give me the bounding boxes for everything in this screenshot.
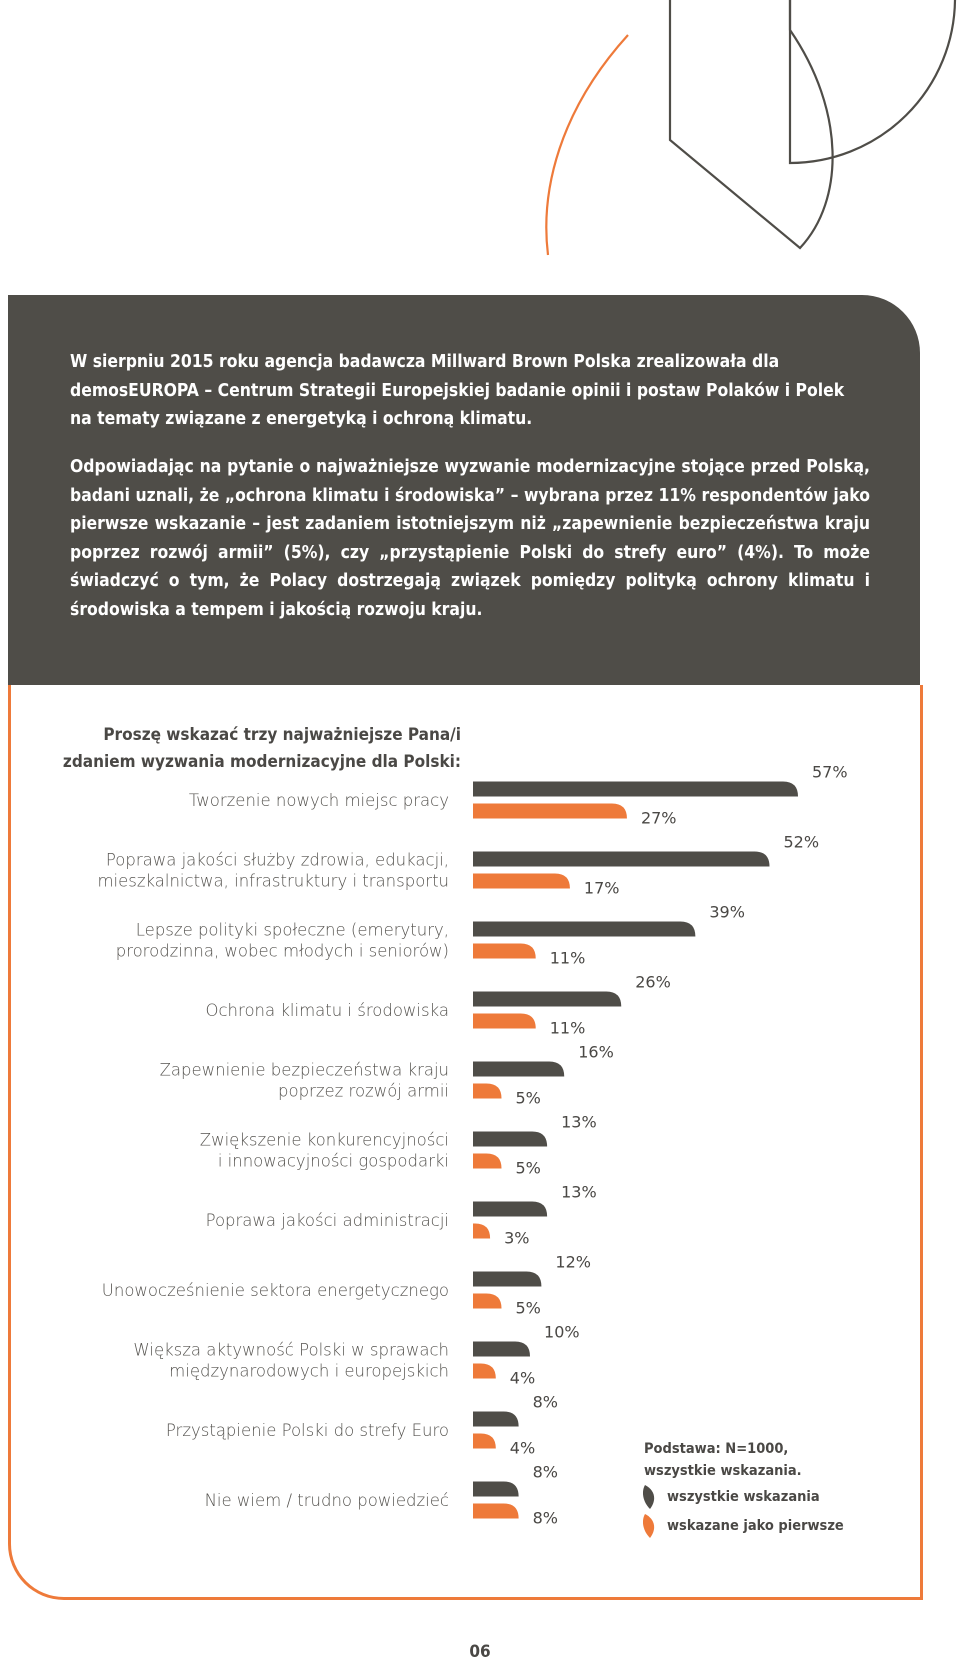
bar-all-mentions bbox=[473, 1132, 547, 1147]
bar-all-mentions bbox=[473, 1412, 519, 1427]
intro-panel bbox=[8, 295, 920, 685]
circle-outline bbox=[790, 0, 955, 163]
category-label: Lepsze polityki społeczne (emerytury, bbox=[135, 920, 449, 940]
bar-all-mentions bbox=[473, 1202, 547, 1217]
chart-frame bbox=[8, 685, 923, 1600]
bar-first-mention bbox=[473, 1434, 496, 1449]
value-label-all: 13% bbox=[561, 1182, 597, 1202]
category-label: Przystąpienie Polski do strefy Euro bbox=[165, 1421, 449, 1440]
category-label: Tworzenie nowych miejsc pracy bbox=[188, 791, 449, 810]
decorative-outline-shapes bbox=[0, 0, 960, 260]
bar-first-mention bbox=[473, 1014, 536, 1029]
value-label-all: 8% bbox=[532, 1392, 559, 1412]
category-label: Nie wiem / trudno powiedzieć bbox=[204, 1491, 449, 1510]
category-label: Poprawa jakości służby zdrowia, edukacji, bbox=[105, 850, 449, 870]
bar-first-mention bbox=[473, 1294, 502, 1309]
value-label-first: 17% bbox=[583, 878, 620, 898]
category-label: poprzez rozwój armii bbox=[278, 1081, 449, 1101]
category-label: i innowacyjności gospodarki bbox=[217, 1151, 449, 1171]
value-label-first: 11% bbox=[549, 1018, 586, 1038]
legend-item-first bbox=[643, 1514, 844, 1538]
value-label-first: 27% bbox=[640, 808, 677, 828]
bar-all-mentions bbox=[473, 992, 621, 1007]
bar-first-mention bbox=[473, 1504, 519, 1519]
bar-all-mentions bbox=[473, 922, 695, 937]
category-label: Poprawa jakości administracji bbox=[205, 1211, 449, 1230]
bar-first-mention bbox=[473, 804, 627, 819]
value-label-first: 5% bbox=[515, 1088, 541, 1108]
page-number: 06 bbox=[469, 1642, 491, 1662]
orange-arc-outline bbox=[546, 35, 628, 255]
value-label-all: 13% bbox=[561, 1112, 597, 1132]
bar-all-mentions bbox=[473, 1342, 530, 1357]
category-label: Zwiększenie konkurencyjności bbox=[199, 1130, 449, 1150]
value-label-all: 12% bbox=[555, 1252, 591, 1272]
value-label-all: 52% bbox=[783, 832, 820, 852]
value-label-first: 3% bbox=[504, 1228, 530, 1248]
bar-all-mentions bbox=[473, 1272, 541, 1287]
category-label: Zapewnienie bezpieczeństwa kraju bbox=[159, 1060, 449, 1080]
bar-all-mentions bbox=[473, 1062, 564, 1077]
value-label-first: 5% bbox=[515, 1158, 541, 1178]
category-label: Ochrona klimatu i środowiska bbox=[205, 1001, 449, 1020]
legend-label-all: wszystkie wskazania bbox=[667, 1489, 820, 1505]
legend-base-line-2: wszystkie wskazania. bbox=[644, 1463, 802, 1479]
legend-item-all bbox=[643, 1485, 820, 1509]
bar-all-mentions bbox=[473, 782, 798, 797]
value-label-all: 16% bbox=[578, 1042, 614, 1062]
value-label-all: 10% bbox=[544, 1322, 580, 1342]
leaf-outline bbox=[670, 0, 833, 248]
value-label-first: 8% bbox=[532, 1508, 559, 1528]
category-label: międzynarodowych i europejskich bbox=[169, 1361, 449, 1381]
bar-first-mention bbox=[473, 1224, 490, 1239]
legend-swatch-all bbox=[643, 1485, 657, 1509]
intro-paragraph-2: Odpowiadając na pytanie o najważniejsze wyzwanie modernizacyjne stojące przed Polską, badani uznali, że „ochrona klimatu i środowiska” – wybrana przez 11% respondentów jako pierwsze wskazanie – jest zadaniem istotniejszym niż „zapewnienie bezpieczeństwa kraju poprzez rozwój armii” (5%), czy „przystąpienie Polski do strefy euro” (4%). To może świadczyć o tym, że Polacy dostrzegają związek pomiędzy polityką ochrony klimatu i środowiska a tempem i jakością rozwoju kraju. bbox=[70, 457, 870, 620]
value-label-all: 57% bbox=[812, 762, 848, 782]
value-label-all: 39% bbox=[709, 902, 745, 922]
value-label-first: 4% bbox=[509, 1438, 536, 1458]
value-label-first: 4% bbox=[509, 1368, 536, 1388]
chart-title: Proszę wskazać trzy najważniejsze Pana/i zdaniem wyzwania modernizacyjne dla Polski: bbox=[62, 725, 461, 772]
bar-all-mentions bbox=[473, 1482, 519, 1497]
legend-swatch-first bbox=[643, 1514, 657, 1538]
value-label-first: 5% bbox=[515, 1298, 541, 1318]
category-label: mieszkalnictwa, infrastruktury i transportu bbox=[97, 871, 449, 891]
bar-first-mention bbox=[473, 1364, 496, 1379]
legend-label-first: wskazane jako pierwsze bbox=[667, 1518, 844, 1534]
bar-first-mention bbox=[473, 944, 536, 959]
legend-base-line-1: Podstawa: N=1000, bbox=[644, 1441, 789, 1457]
category-label: prorodzinna, wobec młodych i seniorów) bbox=[115, 941, 449, 961]
value-label-first: 11% bbox=[549, 948, 586, 968]
bar-first-mention bbox=[473, 874, 570, 889]
bar-all-mentions bbox=[473, 852, 769, 867]
bar-first-mention bbox=[473, 1154, 502, 1169]
legend-base-note bbox=[644, 1438, 802, 1482]
category-label: Unowocześnienie sektora energetycznego bbox=[101, 1281, 449, 1300]
category-label: Większa aktywność Polski w sprawach bbox=[133, 1340, 449, 1360]
value-label-all: 26% bbox=[635, 972, 671, 992]
value-label-all: 8% bbox=[532, 1462, 559, 1482]
bar-first-mention bbox=[473, 1084, 502, 1099]
intro-paragraph-1: W sierpniu 2015 roku agencja badawcza Millward Brown Polska zrealizowała dla demosEUROPA – Centrum Strategii Europejskiej badanie opinii i postaw Polaków i Polek na tematy związane z energetyką i ochroną klimatu. bbox=[70, 352, 845, 429]
